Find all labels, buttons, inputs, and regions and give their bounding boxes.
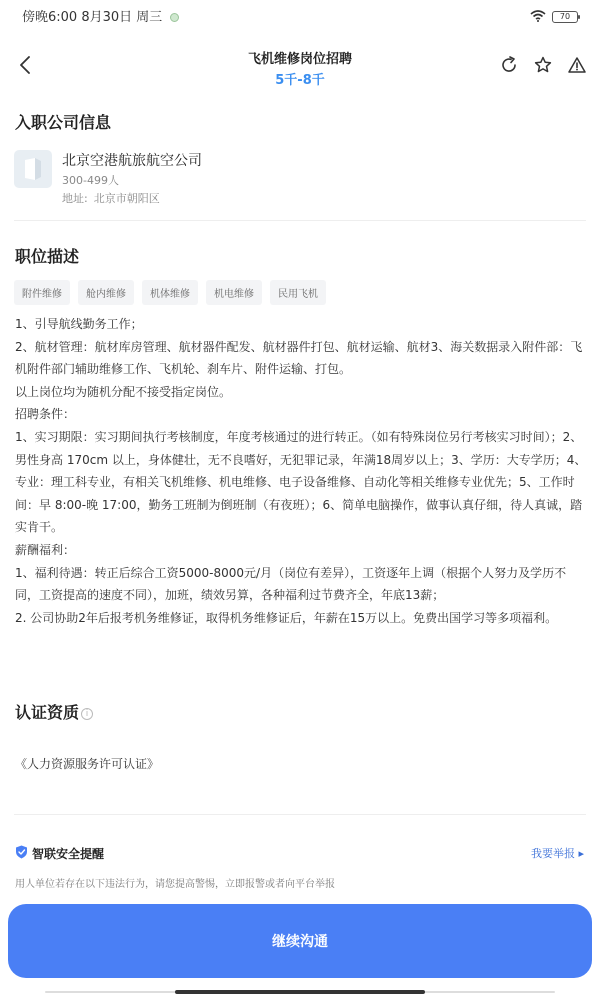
job-tag: 机电维修	[206, 280, 262, 305]
safety-title-text: 智联安全提醒	[32, 847, 105, 861]
shield-icon	[15, 845, 28, 862]
info-icon[interactable]: i	[81, 708, 93, 720]
company-logo	[14, 150, 52, 188]
divider	[14, 220, 586, 221]
address-value: 北京市朝阳区	[93, 192, 160, 205]
cert-title-text: 认证资质	[15, 703, 80, 722]
description-paragraph: 招聘条件：	[15, 407, 76, 422]
wifi-icon	[530, 7, 546, 26]
safety-reminder-title	[15, 845, 104, 862]
company-name: 北京空港航旅航空公司	[62, 153, 202, 169]
job-section-title: 职位描述	[15, 247, 80, 266]
status-indicators	[530, 7, 578, 26]
share-icon[interactable]	[498, 54, 520, 76]
nav-actions	[498, 54, 588, 76]
page-title: 飞机维修岗位招聘	[247, 52, 352, 67]
company-size: 300-499人	[62, 174, 119, 187]
nav-bar	[0, 40, 600, 92]
cert-item: 《人力资源服务许可认证》	[15, 757, 160, 771]
job-tag: 附件维修	[14, 280, 70, 305]
status-time-text: 傍晚6:00 8月30日 周三	[22, 10, 163, 25]
battery-icon: 70	[552, 11, 578, 23]
description-paragraph: 2、航材管理：航材库房管理、航材器件配发、航材器件打包、航材运输、航材3、海关数据录入附件部：飞机附件部门辅助维修工作、飞机轮、刹车片、附件运输、打包。	[15, 339, 583, 377]
warning-report-icon[interactable]	[566, 54, 588, 76]
description-paragraph: 以上岗位均为随机分配不接受指定岗位。	[15, 384, 232, 399]
job-description	[15, 313, 587, 629]
status-bar	[0, 0, 600, 32]
address-label: 地址:	[62, 192, 88, 205]
divider	[14, 814, 586, 815]
job-tag: 舱内维修	[78, 280, 134, 305]
cert-section-title	[15, 700, 93, 723]
favorite-star-icon[interactable]	[532, 54, 554, 76]
company-card[interactable]	[14, 148, 586, 208]
description-paragraph: 2. 公司协助2年后报考机务维修证，取得机务维修证后，年薪在15万以上。免费出国学习等多项福利。	[15, 610, 558, 625]
description-paragraph: 1、引导航线勤务工作；	[15, 317, 143, 331]
description-paragraph: 薪酬福利：	[15, 542, 76, 557]
description-paragraph: 1、福利待遇：转正后综合工资5000-8000元/月（岗位有差异），工资逐年上调（根据个人努力及学历不同，工资提高的速度不同），加班，绩效另算，各种福利过节费齐全，年底13薪；	[15, 565, 567, 603]
notification-dot-icon	[170, 13, 179, 22]
salary-range: 5千-8千	[275, 73, 325, 88]
company-section-title: 入职公司信息	[15, 113, 112, 132]
job-tag: 机体维修	[142, 280, 198, 305]
status-time	[22, 6, 179, 25]
job-tags	[14, 280, 326, 305]
home-indicator[interactable]	[175, 990, 425, 994]
back-icon[interactable]	[12, 52, 38, 78]
safety-text: 用人单位若存在以下违法行为，请您提高警惕，立即报警或者向平台举报	[15, 879, 335, 890]
continue-chat-button[interactable]: 继续沟通	[8, 904, 592, 978]
description-paragraph: 1、实习期限：实习期间执行考核制度，年度考核通过的进行转正。（如有特殊岗位另行考核实习时间）；2、男性身高 170cm 以上，身体健壮，无不良嗜好，无犯罪记录，年满18周岁以上；3、学历：大专学历；4、专业：理工科专业，有相关飞机维修、机电维修、电子设备维修、自动化等相关维修专业优先；5、工作时间：早 8:00-晚 17:00，勤务工班制为倒班制（有夜班）；6、简单电脑操作，做事认真仔细，待人真诚，踏实肯干。	[15, 429, 587, 535]
report-link[interactable]: 我要举报 ▸	[530, 847, 584, 860]
job-tag: 民用飞机	[270, 280, 326, 305]
company-address	[62, 190, 166, 206]
